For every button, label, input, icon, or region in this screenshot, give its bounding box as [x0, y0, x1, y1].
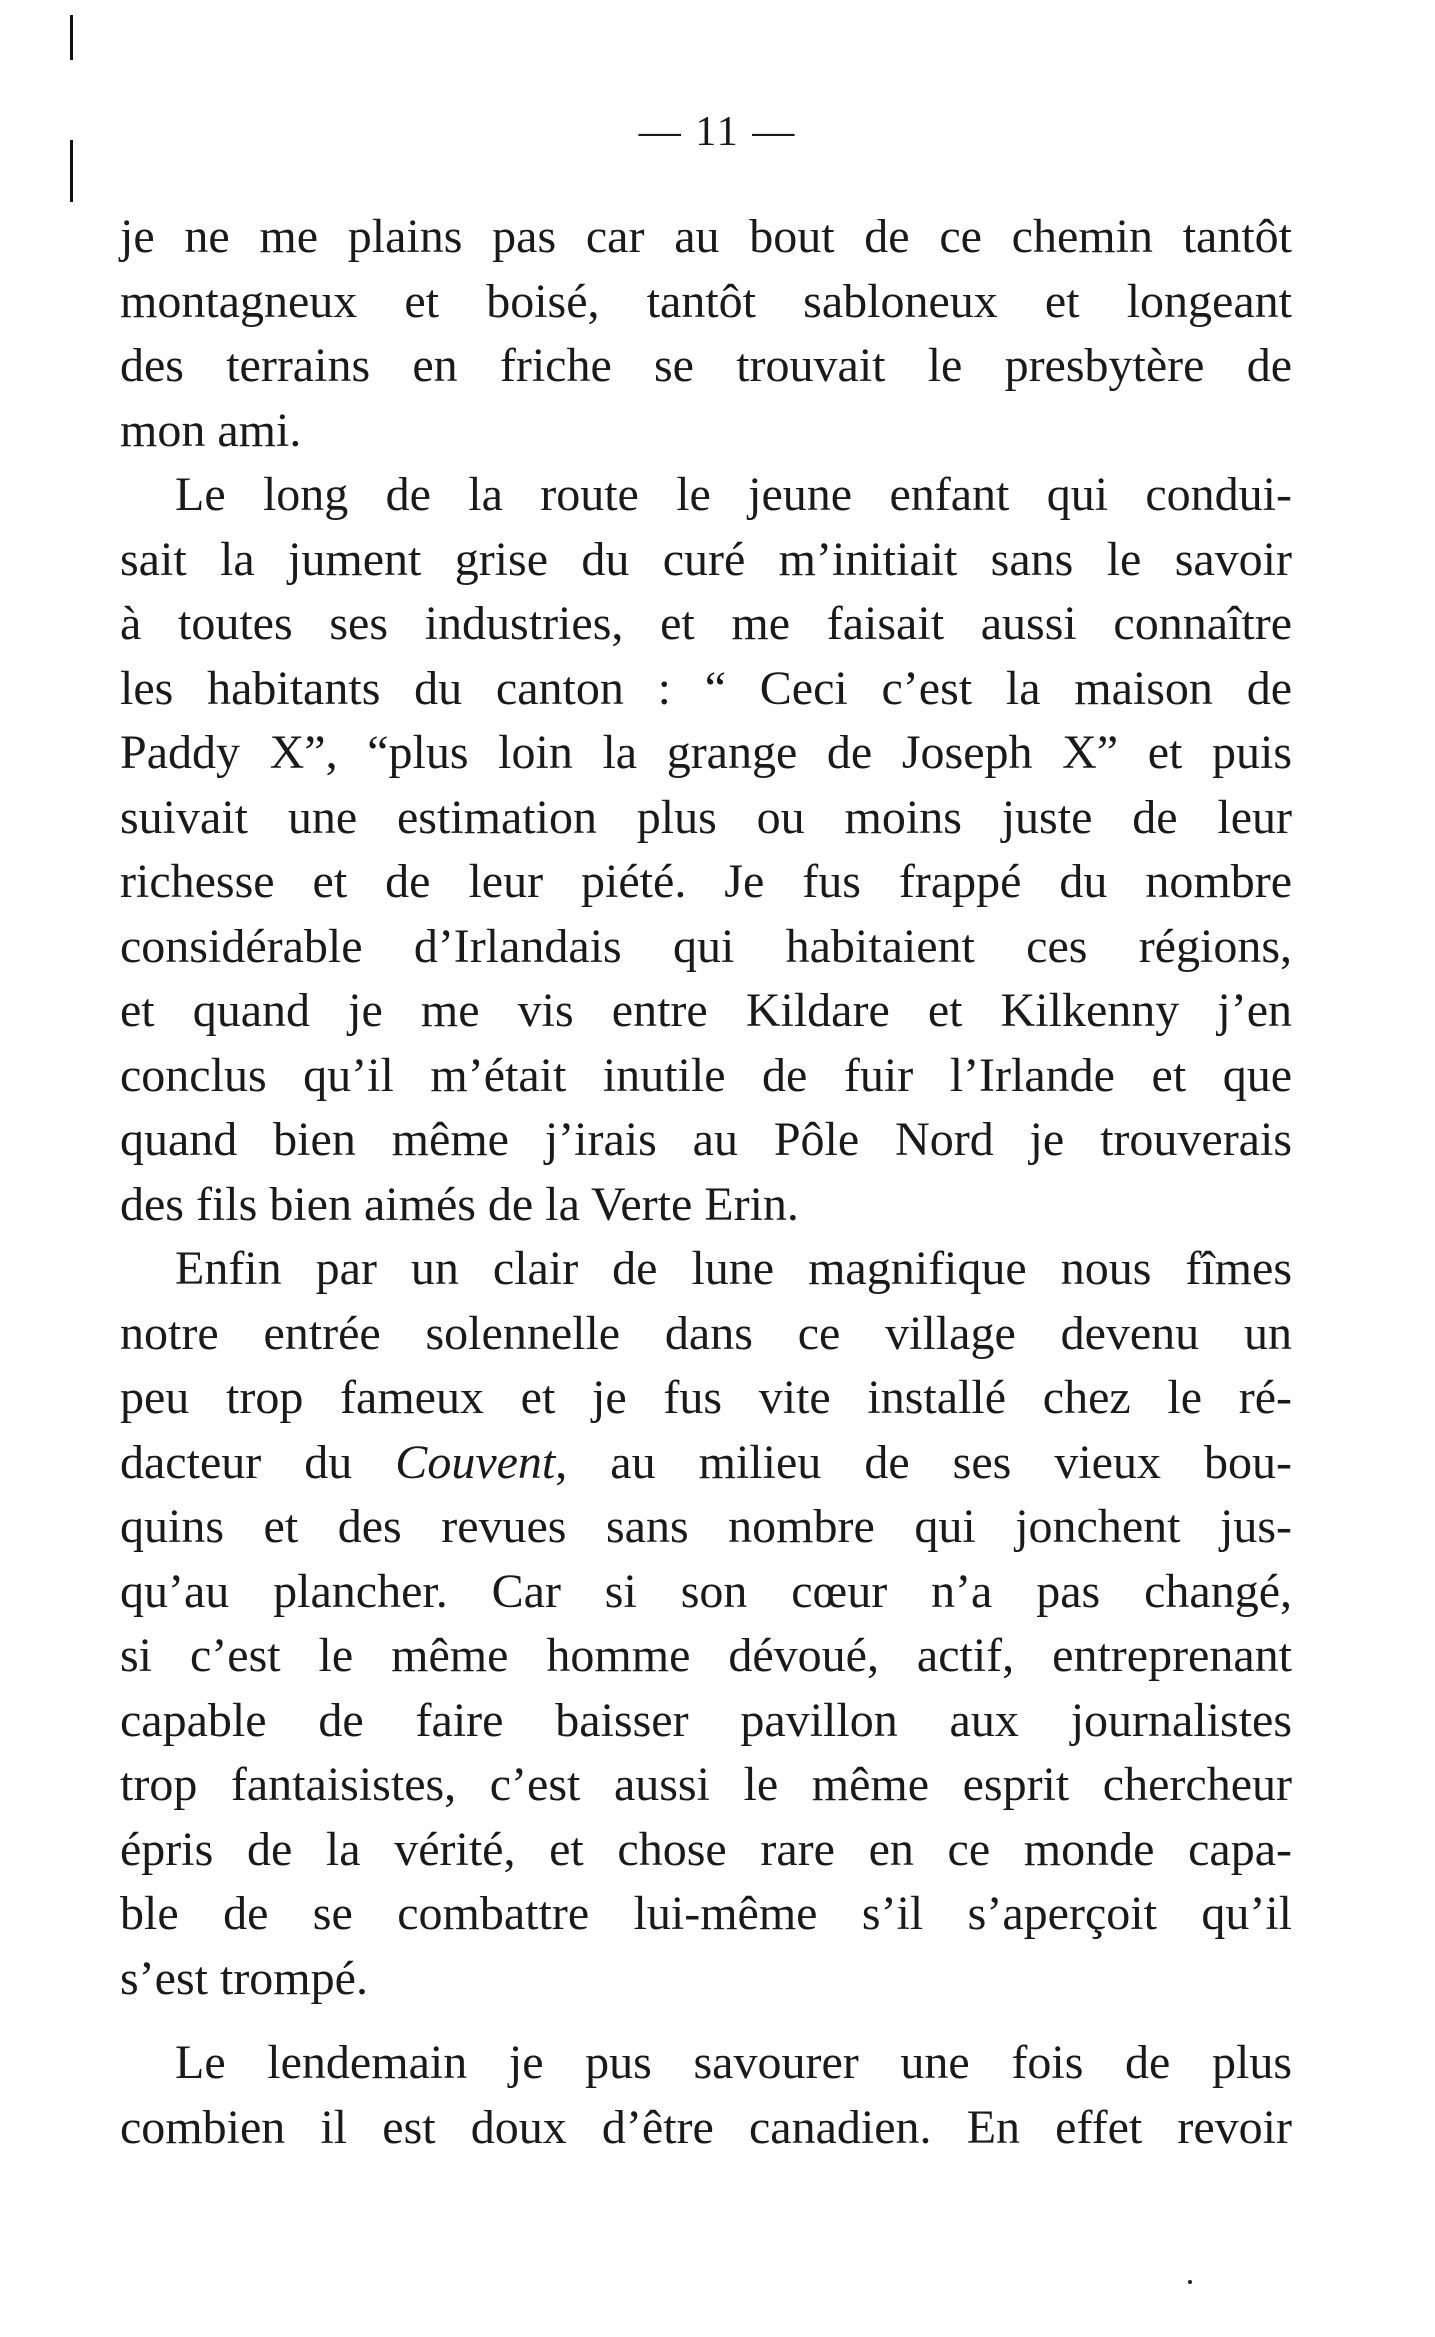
text-fragment: dacteur du [120, 1435, 396, 1489]
text-line: des fils bien aimés de la Verte Erin. [120, 1177, 799, 1231]
text-line: montagneux et boisé, tantôt sabloneux et longeant [120, 274, 1292, 328]
journal-title: Couvent [395, 1435, 556, 1489]
body-text [120, 205, 1292, 2160]
text-fragment: , au milieu de ses vieux bou- [555, 1435, 1292, 1489]
text-line: considérable d’Irlandais qui habitaient ces régions, [120, 919, 1292, 973]
text-line: combien il est doux d’être canadien. En effet revoir [120, 2100, 1292, 2154]
text-line: ble de se combattre lui-même s’il s’aperçoit qu’il [120, 1887, 1292, 1940]
page-number: — 11 — [638, 109, 797, 155]
text-line: sait la jument grise du curé m’initiait sans le savoir [120, 532, 1292, 586]
text-line: épris de la vérité, et chose rare en ce monde capa- [120, 1822, 1292, 1876]
text-line: Le long de la route le jeune enfant qui condui- [175, 468, 1292, 521]
text-line: si c’est le même homme dévoué, actif, entreprenant [120, 1629, 1292, 1682]
text-line: s’est trompé. [120, 1951, 368, 2005]
text-line: conclus qu’il m’était inutile de fuir l’Irlande et que [120, 1048, 1292, 1102]
text-line: quins et des revues sans nombre qui jonchent jus- [120, 1500, 1292, 1553]
text-line: suivait une estimation plus ou moins juste de leur [120, 790, 1292, 844]
text-line: Paddy X”, “plus loin la grange de Joseph X” et puis [120, 726, 1292, 779]
text-line [120, 1431, 1292, 1496]
text-line: notre entrée solennelle dans ce village devenu un [120, 1306, 1292, 1360]
text-line: Enfin par un clair de lune magnifique nous fîmes [175, 1242, 1292, 1295]
text-line: capable de faire baisser pavillon aux journalistes [120, 1693, 1292, 1747]
text-line: et quand je me vis entre Kildare et Kilkenny j’en [120, 984, 1292, 1037]
text-line: richesse et de leur piété. Je fus frappé du nombre [120, 855, 1292, 908]
text-line: trop fantaisistes, c’est aussi le même esprit chercheur [120, 1758, 1292, 1811]
text-line: qu’au plancher. Car si son cœur n’a pas changé, [120, 1564, 1292, 1618]
text-line: des terrains en friche se trouvait le presbytère de [120, 339, 1292, 392]
text-line: Le lendemain je pus savourer une fois de plus [175, 2036, 1292, 2089]
text-line: quand bien même j’irais au Pôle Nord je trouverais [120, 1113, 1292, 1166]
paragraph-gap [120, 2011, 1292, 2031]
margin-rule-top [70, 15, 73, 60]
text-line: peu trop fameux et je fus vite installé chez le ré- [120, 1371, 1292, 1424]
text-line: mon ami. [120, 403, 302, 457]
text-line: à toutes ses industries, et me faisait aussi connaître [120, 597, 1292, 650]
print-speck [1188, 2280, 1192, 2284]
text-line: les habitants du canton : “ Ceci c’est la maison de [120, 661, 1292, 715]
text-line: je ne me plains pas car au bout de ce chemin tantôt [120, 210, 1292, 263]
